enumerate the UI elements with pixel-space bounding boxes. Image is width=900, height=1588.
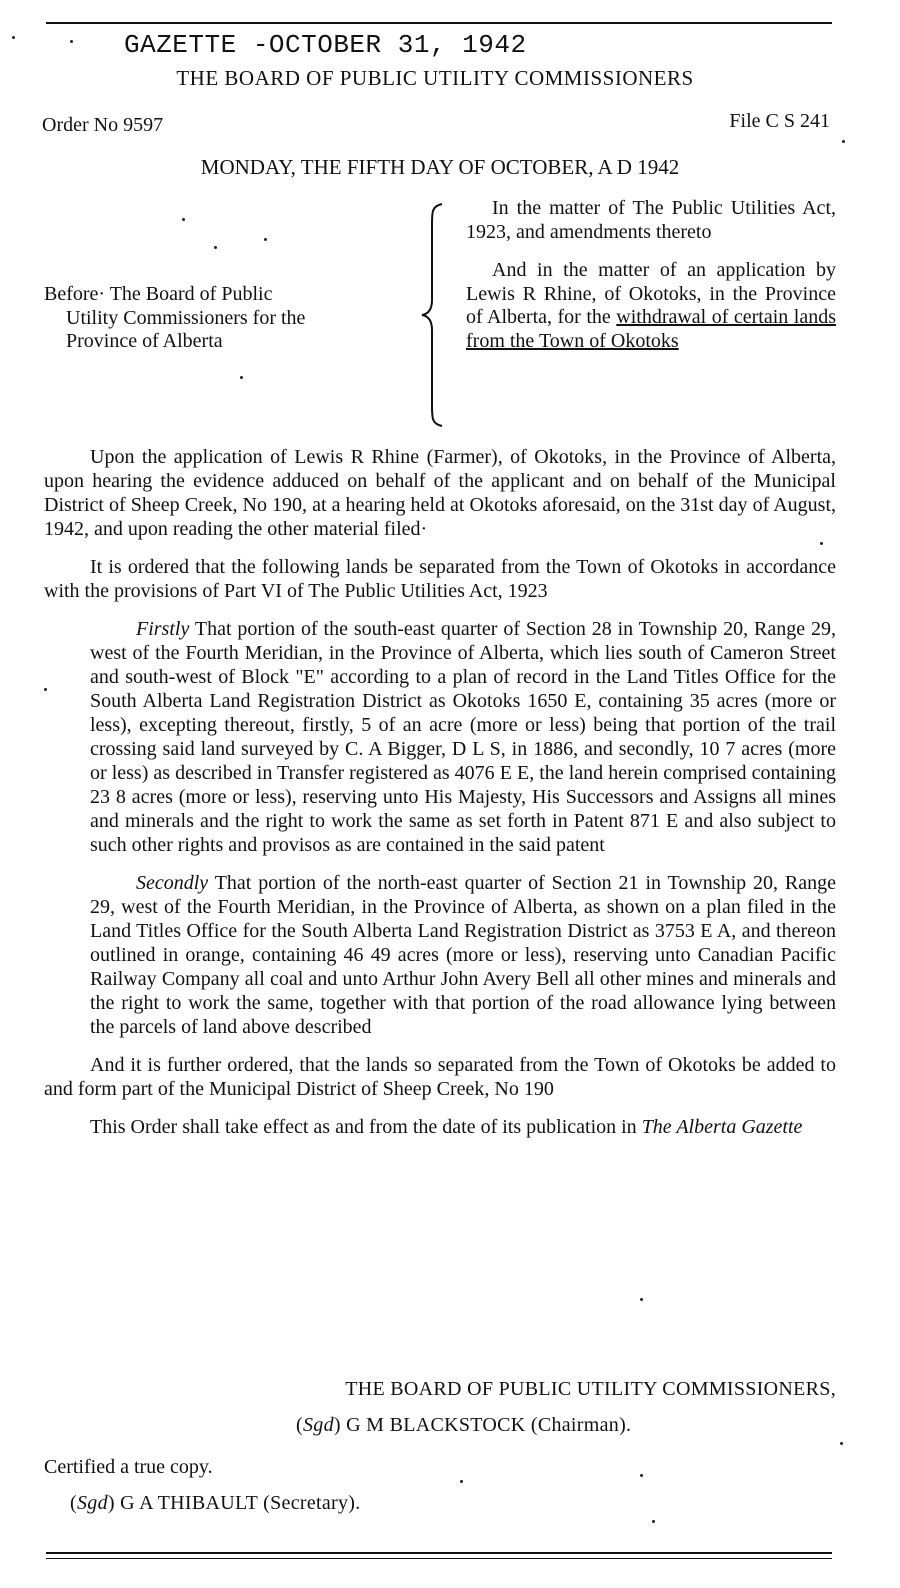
speck [460,1480,463,1483]
secondly-label: Secondly [136,872,209,894]
speck [70,40,73,43]
curly-brace-icon [420,200,446,430]
certified-copy: Certified a true copy. [44,1456,213,1478]
speck [240,376,243,379]
speck [640,1298,643,1301]
firstly-label: Firstly [136,618,190,640]
body-paragraph-firstly [90,617,836,857]
body-paragraph-effective [44,1115,836,1139]
signature-board: THE BOARD OF PUBLIC UTILITY COMMISSIONERS, [345,1378,836,1400]
chairman-name: G M BLACKSTOCK (Chairman). [346,1414,632,1436]
body-paragraph-application: Upon the application of Lewis R Rhine (Farmer), of Okotoks, in the Province of Alberta, upon hearing the evidence adduced on behalf of the applicant and on behalf of the Municipal District of Sheep Creek, No 190, at a hearing held at Okotoks aforesaid, on the 31st day of August, 1942, and upon reading the other material filed· [44,446,836,540]
matter-paragraph-2 [466,259,836,353]
speck [820,542,823,545]
order-number: Order No 9597 [42,114,164,136]
speck [264,238,267,241]
before-block [44,283,414,354]
speck [652,1520,655,1523]
secondly-text: That portion of the north-east quarter of Section 21 in Township 20, Range 29, west of the Fourth Meridian, in the Province of Alberta, as shown on a plan filed in the Land Titles Office for the South Alberta Land Registration District as 3753 E A, and thereon outlined in orange, containing 46 49 acres (more or less), reserving unto Canadian Pacific Railway Company all coal and unto Arthur John Avery Bell all other mines and minerals and the right to work the same, together with that portion of the road allowance lying between the parcels of land above described [90,872,836,1038]
speck [44,688,47,691]
speck [182,218,185,221]
before-line-2: Utility Commissioners for the [66,306,306,329]
order-body [44,445,836,1153]
board-heading: THE BOARD OF PUBLIC UTILITY COMMISSIONERS [176,66,694,90]
before-line-3: Province of Alberta [66,330,223,352]
effective-text: This Order shall take effect as and from the date of its publication in [90,1116,642,1138]
bottom-rule-thin [46,1558,832,1559]
matter-paragraph-2-text: And in the matter of an application by Lewis R Rhine, of Okotoks, in the Province of Alberta, for the [466,259,836,328]
speck [640,1474,643,1477]
top-rule [46,22,832,24]
speck [214,246,217,249]
body-paragraph-ordered: It is ordered that the following lands be separated from the Town of Okotoks in accordance with the provisions of Part VI of The Public Utilities Act, 1923 [44,556,836,602]
speck [12,36,15,39]
sgd-label-secretary: Sgd [76,1492,108,1514]
speck [840,1442,843,1445]
file-number: File C S 241 [729,110,830,132]
firstly-text: That portion of the south-east quarter of Section 28 in Township 20, Range 29, west of the Fourth Meridian, in the Province of Alberta, which lies south of Cameron Street and south-west of Block "E" according to a plan of record in the Land Titles Office for the South Alberta Land Registration District as Okotoks 1650 E, containing 35 acres (more or less), excepting thereout, firstly, 5 of an acre (more or less) being that portion of the trail crossing said land surveyed by C. A Bigger, D L S, in 1886, and secondly, 10 7 acres (more or less) as described in Transfer registered as 4076 E E, the land herein comprised containing 23 8 acres (more or less), reserving unto His Majesty, His Successors and Assigns all mines and minerals and the right to work the same as set forth in Patent 871 E and also subject to such other rights and provisos as are contained in the said patent [90,618,836,856]
before-line-1: Before· The Board of Public [44,283,273,305]
gazette-date-line: GAZETTE -OCTOBER 31, 1942 [124,30,527,60]
speck [842,140,845,143]
matter-paragraph-1: In the matter of The Public Utilities Act, 1923, and amendments thereto [466,197,836,243]
signature-chairman: (Sgd) G M BLACKSTOCK (Chairman). [296,1414,632,1436]
order-date: MONDAY, THE FIFTH DAY OF OCTOBER, A D 1942 [200,155,680,179]
matter-block [466,197,836,353]
body-paragraph-secondly [90,871,836,1039]
bottom-rule-thick [46,1552,832,1554]
secretary-name: G A THIBAULT (Secretary). [120,1492,361,1514]
matter-underlined-text: withdrawal of certain lands from the Town of Okotoks [466,306,836,352]
sgd-label-chairman: Sgd [302,1414,334,1436]
signature-secretary: (Sgd) G A THIBAULT (Secretary). [70,1492,361,1514]
body-paragraph-further-ordered: And it is further ordered, that the lands so separated from the Town of Okotoks be added to and form part of the Municipal District of Sheep Creek, No 190 [44,1054,836,1100]
gazette-title: The Alberta Gazette [641,1116,803,1138]
